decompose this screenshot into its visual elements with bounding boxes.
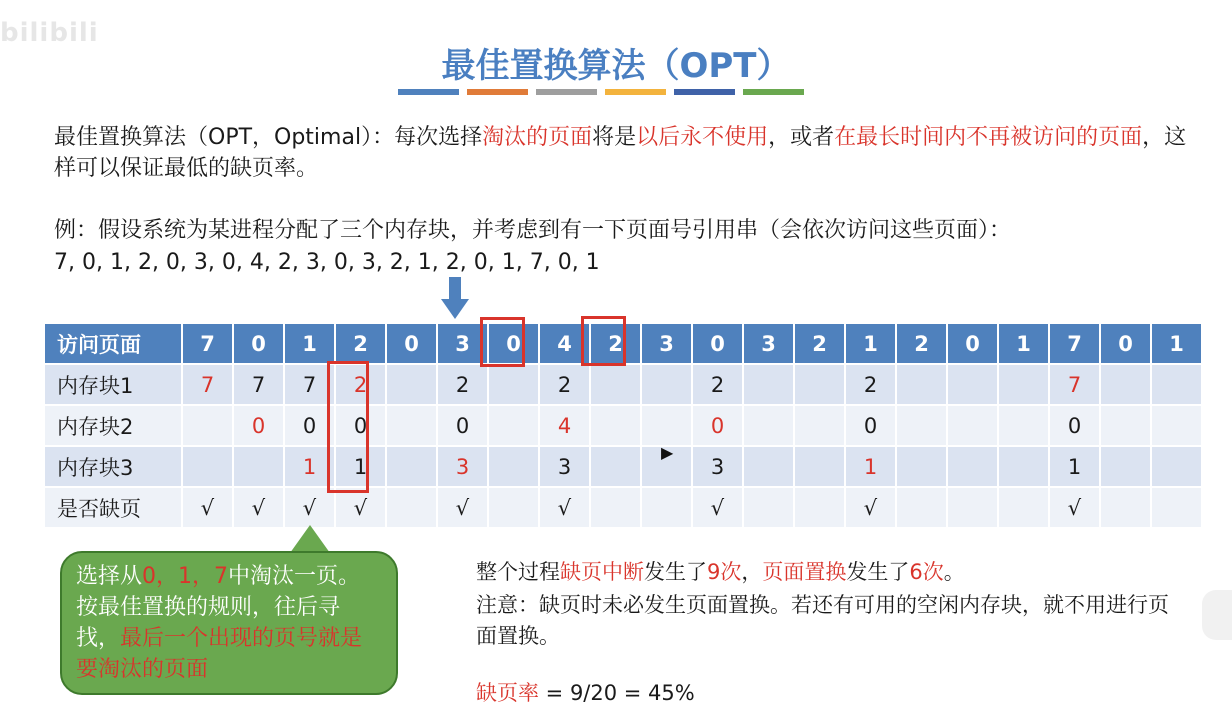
table-row [44,487,1202,528]
table-cell: √ [845,487,896,528]
definition-text: 将是 [592,125,637,150]
summary-text: 发生了 [644,560,707,584]
page-ref-cell: 3 [437,323,488,364]
callout-tail [290,525,330,553]
summary-highlight: 6次 [909,560,944,584]
definition-highlight: 在最长时间内不再被访问的页面 [834,125,1143,150]
callout-text: 中淘汰一页。按最佳置换的规则，往后寻找， [76,564,361,651]
page-ref-cell: 2 [590,323,641,364]
table-cell: √ [182,487,233,528]
accent-bar [743,89,804,95]
table-cell [896,446,947,487]
summary-text: ， [741,560,763,584]
rate-label: 缺页率 [476,681,539,705]
table-cell: 0 [437,405,488,446]
side-scroll-handle[interactable] [1202,590,1232,640]
table-cell [1100,405,1151,446]
highlight-page-box [581,316,626,366]
row-label: 内存块1 [44,364,182,405]
table-cell: √ [233,487,284,528]
callout-highlight: 最后一个出现的页号就是要淘汰的页面 [76,626,363,682]
title-color-bars [398,89,804,95]
definition-text: ，或者 [768,125,835,150]
page-ref-cell: 3 [743,323,794,364]
table-cell [998,364,1049,405]
table-cell: √ [335,487,386,528]
table-cell [794,446,845,487]
slide-title: 最佳置换算法（OPT） [441,46,791,86]
table-cell [488,487,539,528]
table-cell [998,446,1049,487]
table-cell [743,405,794,446]
summary-highlight: 9次 [707,560,742,584]
header-label: 访问页面 [44,323,182,364]
page-ref-cell: 1 [1151,323,1202,364]
table-cell: 2 [692,364,743,405]
table-cell [1151,364,1202,405]
table-cell [590,446,641,487]
row-label: 内存块3 [44,446,182,487]
definition-text: ，这样可以保证最低的缺页率。 [54,125,1187,181]
summary-highlight: 缺页中断 [560,560,644,584]
page-ref-cell: 1 [284,323,335,364]
page-ref-cell: 0 [386,323,437,364]
page-ref-cell: 0 [1100,323,1151,364]
table-cell: 0 [1049,405,1100,446]
page-ref-cell: 0 [233,323,284,364]
table-cell [233,446,284,487]
rate-value: = 9/20 = 45% [539,681,695,705]
table-cell: √ [437,487,488,528]
page-ref-cell: 0 [488,323,539,364]
table-cell: 0 [692,405,743,446]
note-text: 注意：缺页时未必发生页面置换。若还有可用的空闲内存块，就不用进行页面置换。 [476,593,1169,648]
table-cell: √ [284,487,335,528]
accent-bar [605,89,666,95]
table-cell [743,487,794,528]
table-cell [896,364,947,405]
down-arrow-icon [441,277,469,319]
table-cell: 0 [233,405,284,446]
callout-text: 选择从 [76,564,143,589]
table-cell [590,487,641,528]
table-cell: 7 [233,364,284,405]
page-ref-cell: 7 [1049,323,1100,364]
watermark-logo: bilibili [0,18,99,48]
highlight-page-box [480,317,525,367]
definition-paragraph [54,122,1204,184]
page-ref-cell: 2 [896,323,947,364]
table-cell [488,446,539,487]
accent-bar [467,89,528,95]
table-cell [947,487,998,528]
table-cell [743,446,794,487]
table-cell: 0 [284,405,335,446]
table-cell [1151,446,1202,487]
table-cell: 2 [845,364,896,405]
table-cell [488,364,539,405]
table-cell: 0 [845,405,896,446]
page-ref-cell: 4 [539,323,590,364]
table-cell [1100,364,1151,405]
table-cell [641,405,692,446]
table-cell [947,446,998,487]
table-cell [386,405,437,446]
summary-line [476,557,965,588]
row-label: 内存块2 [44,405,182,446]
table-cell [794,364,845,405]
table-cell: 0 [335,405,386,446]
definition-highlight: 以后永不使用 [636,125,769,150]
table-cell [794,487,845,528]
accent-bar [674,89,735,95]
table-cell: 7 [1049,364,1100,405]
table-cell [386,487,437,528]
page-ref-cell: 0 [692,323,743,364]
table-cell: 7 [284,364,335,405]
table-cell [947,364,998,405]
mouse-cursor-icon: ▶ [661,443,674,462]
table-cell: 1 [1049,446,1100,487]
table-cell: 2 [437,364,488,405]
table-cell [1100,487,1151,528]
accent-bar [536,89,597,95]
summary-text: 。 [943,560,965,584]
page-ref-cell: 1 [845,323,896,364]
definition-highlight: 淘汰的页面 [482,125,593,150]
table-cell: √ [692,487,743,528]
page-ref-cell: 7 [182,323,233,364]
table-cell [386,446,437,487]
table-cell: 7 [182,364,233,405]
table-cell: 2 [335,364,386,405]
table-cell: 3 [539,446,590,487]
table-cell: 4 [539,405,590,446]
table-cell [590,405,641,446]
example-text: 例：假设系统为某进程分配了三个内存块，并考虑到有一下页面号引用串（会依次访问这些页面）： [54,218,1012,243]
table-cell: √ [1049,487,1100,528]
page-ref-cell: 3 [641,323,692,364]
callout-highlight: 0，1，7 [142,564,229,589]
page-ref-cell: 0 [947,323,998,364]
definition-text: 最佳置换算法（OPT，Optimal）：每次选择 [54,125,483,150]
table-cell [386,364,437,405]
reference-sequence: 7, 0, 1, 2, 0, 3, 0, 4, 2, 3, 0, 3, 2, 1, 2, 0, 1, 7, 0, 1 [54,250,600,275]
table-cell [947,405,998,446]
table-cell [998,405,1049,446]
table-cell [182,446,233,487]
table-cell [743,364,794,405]
table-cell [590,364,641,405]
table-cell [641,487,692,528]
table-row [44,364,1202,405]
summary-highlight: 页面置换 [762,560,847,584]
table-cell [1151,405,1202,446]
table-cell [488,405,539,446]
table-cell: 1 [335,446,386,487]
table-cell: 3 [437,446,488,487]
table-cell [182,405,233,446]
table-cell [794,405,845,446]
table-row [44,446,1202,487]
table-cell [1151,487,1202,528]
table-row [44,405,1202,446]
table-cell [641,364,692,405]
row-label: 是否缺页 [44,487,182,528]
page-ref-cell: 2 [335,323,386,364]
page-ref-cell: 1 [998,323,1049,364]
accent-bar [398,89,459,95]
table-cell [896,405,947,446]
table-cell: √ [539,487,590,528]
callout-bubble [60,551,398,695]
table-cell: 3 [692,446,743,487]
summary-text: 整个过程 [476,560,560,584]
page-fault-rate [476,678,695,709]
summary-text: 发生了 [846,560,910,584]
table-cell: 1 [845,446,896,487]
table-cell [998,487,1049,528]
highlight-column-box [327,361,369,493]
table-cell: 2 [539,364,590,405]
table-cell [1100,446,1151,487]
table-cell: 1 [284,446,335,487]
page-ref-cell: 2 [794,323,845,364]
table-cell [896,487,947,528]
